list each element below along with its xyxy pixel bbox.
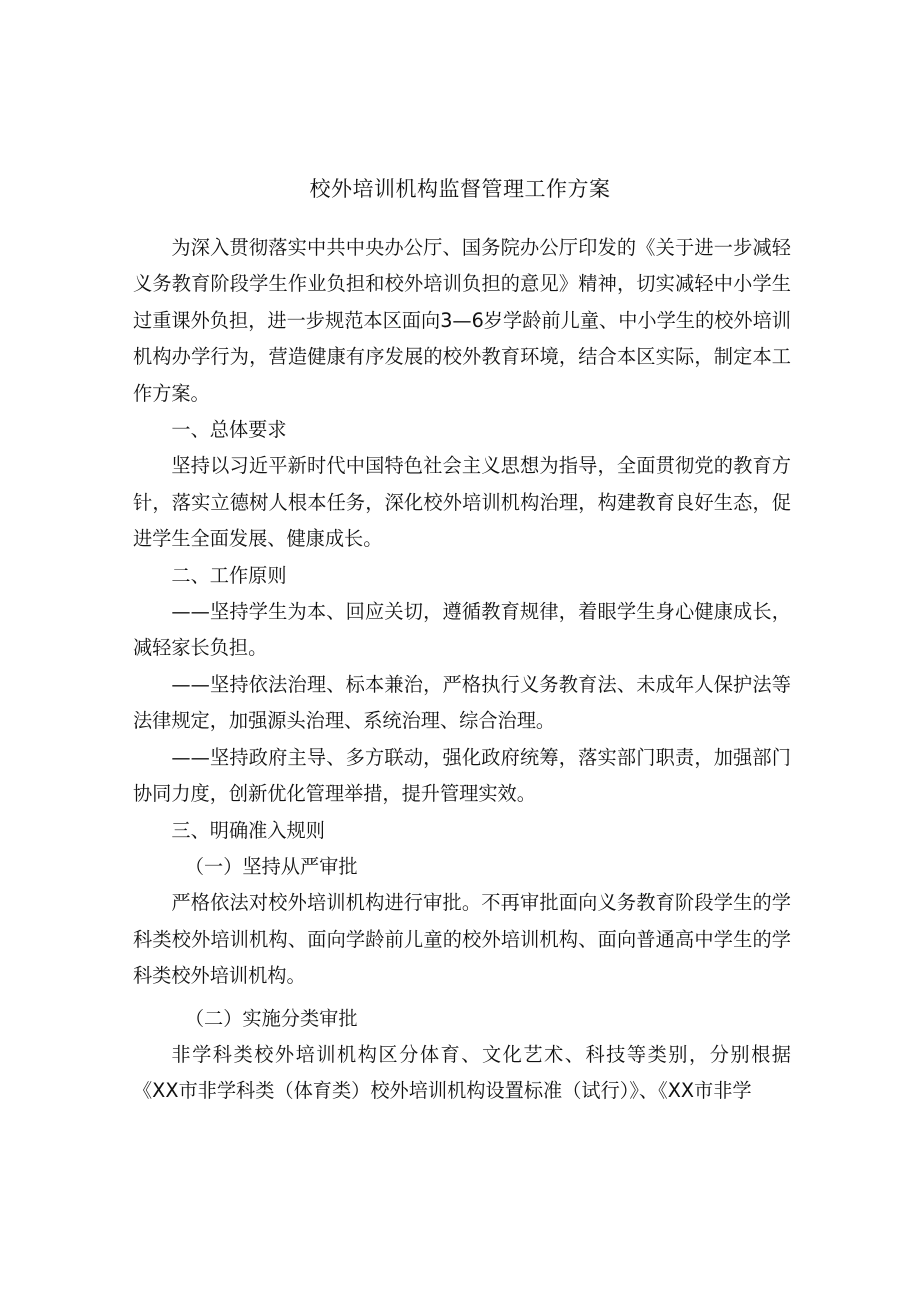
general-requirements-paragraph: 坚持以习近平新时代中国特色社会主义思想为指导，全面贯彻党的教育方针，落实立德树人根本任务，深化校外培训机构治理，构建教育良好生态，促进学生全面发展、健康成长。 bbox=[133, 454, 791, 551]
principle-paragraph-3: ——坚持政府主导、多方联动，强化政府统筹，落实部门职责，加强部门协同力度，创新优化管理举措，提升管理实效。 bbox=[133, 745, 791, 806]
section-heading-access-rules: 三、明确准入规则 bbox=[171, 818, 325, 842]
classified-approval-paragraph: 非学科类校外培训机构区分体育、文化艺术、科技等类别，分别根据《XX市非学科类（体育类）校外培训机构设置标准（试行）》、《XX市非学 bbox=[133, 1042, 791, 1103]
section-heading-work-principles: 二、工作原则 bbox=[171, 563, 287, 587]
principle-paragraph-2: ——坚持依法治理、标本兼治，严格执行义务教育法、未成年人保护法等法律规定，加强源头治理、系统治理、综合治理。 bbox=[133, 672, 791, 733]
subheading-classified-approval: （二）实施分类审批 bbox=[184, 1006, 358, 1030]
strict-approval-paragraph: 严格依法对校外培训机构进行审批。不再审批面向义务教育阶段学生的学科类校外培训机构、面向学龄前儿童的校外培训机构、面向普通高中学生的学科类校外培训机构。 bbox=[133, 891, 791, 988]
document-title: 校外培训机构监督管理工作方案 bbox=[309, 177, 611, 201]
document-body bbox=[133, 230, 791, 1110]
intro-paragraph: 为深入贯彻落实中共中央办公厅、国务院办公厅印发的《关于进一步减轻义务教育阶段学生作业负担和校外培训负担的意见》精神，切实减轻中小学生过重课外负担，进一步规范本区面向3—6岁学龄前儿童、中小学生的校外培训机构办学行为，营造健康有序发展的校外教育环境，结合本区实际，制定本工作方案。 bbox=[133, 236, 791, 405]
subheading-strict-approval: （一）坚持从严审批 bbox=[184, 854, 358, 878]
section-heading-general-requirements: 一、总体要求 bbox=[171, 418, 287, 442]
principle-paragraph-1: ——坚持学生为本、回应关切，遵循教育规律，着眼学生身心健康成长，减轻家长负担。 bbox=[133, 600, 791, 660]
